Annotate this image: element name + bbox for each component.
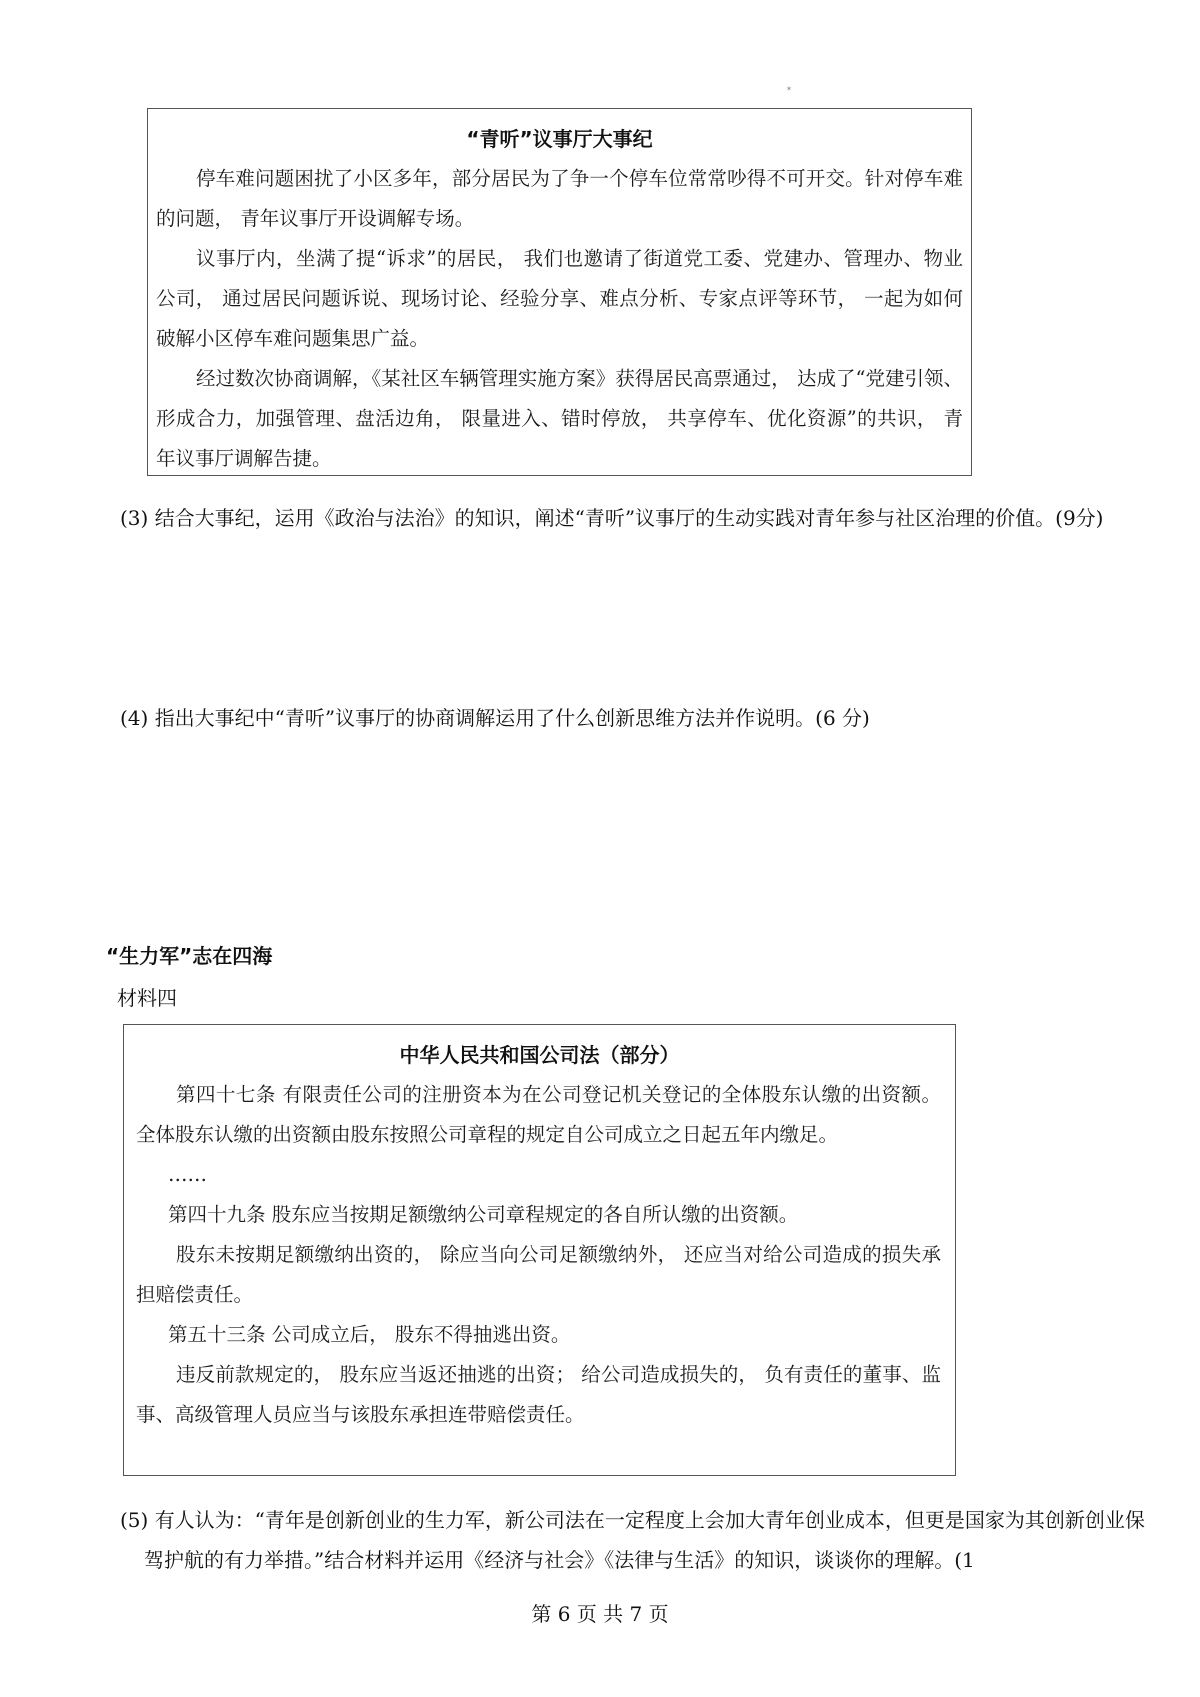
box-paragraph: 议事厅内，坐满了提“诉求”的居民， 我们也邀请了街道党工委、党建办、管理办、物业公司， 通过居民问题诉说、现场讨论、经验分享、难点分析、专家点评等环节， 一起为如何破解小区停车难问题集思广益。 <box>156 247 963 350</box>
question-5: (5) 有人认为：“青年是创新创业的生力军，新公司法在一定程度上会加大青年创业成本，但更是国家为其创新创业保驾护航的有力举措。”结合材料并运用《经济与社会》《法律与生活》的知识，谈谈你的理解。(1 <box>120 1508 1145 1572</box>
ellipsis: …… <box>168 1163 207 1186</box>
law-clause: 违反前款规定的， 股东应当返还抽逃的出资； 给公司造成损失的， 负有责任的董事、监事、高级管理人员应当与该股东承担连带赔偿责任。 <box>136 1363 941 1426</box>
box-body <box>136 1075 941 1435</box>
law-article: 第四十九条 股东应当按期足额缴纳公司章程规定的各自所认缴的出资额。 <box>168 1203 799 1226</box>
question-3: (3) 结合大事纪，运用《政治与法治》的知识，阐述“青听”议事厅的生动实践对青年参与社区治理的价值。(9分) <box>120 506 1104 530</box>
material-label: 材料四 <box>117 986 177 1010</box>
law-article: 第四十七条 有限责任公司的注册资本为在公司登记机关登记的全体股东认缴的出资额。全体股东认缴的出资额由股东按照公司章程的规定自公司成立之日起五年内缴足。 <box>136 1083 941 1146</box>
page-footer: 第 6 页 共 7 页 <box>531 1602 669 1626</box>
box-title: “青听”议事厅大事纪 <box>466 127 653 151</box>
box-body <box>156 159 963 479</box>
company-law-box <box>123 1024 956 1476</box>
law-article: 第五十三条 公司成立后， 股东不得抽逃出资。 <box>168 1323 571 1346</box>
box-paragraph: 经过数次协商调解，《某社区车辆管理实施方案》获得居民高票通过， 达成了“党建引领、形成合力，加强管理、盘活边角， 限量进入、错时停放， 共享停车、优化资源”的共识， 青年议事厅调解告捷。 <box>156 367 963 470</box>
section-heading: “生力军”志在四海 <box>106 944 273 968</box>
question-4: (4) 指出大事纪中“青听”议事厅的协商调解运用了什么创新思维方法并作说明。(6 分) <box>120 706 870 730</box>
box-paragraph: 停车难问题困扰了小区多年，部分居民为了争一个停车位常常吵得不可开交。针对停车难的问题， 青年议事厅开设调解专场。 <box>156 167 963 230</box>
event-record-box <box>147 108 972 476</box>
top-mark: * <box>787 86 791 95</box>
law-clause: 股东未按期足额缴纳出资的， 除应当向公司足额缴纳外， 还应当对给公司造成的损失承担赔偿责任。 <box>136 1243 941 1306</box>
box-title: 中华人民共和国公司法（部分） <box>399 1043 680 1067</box>
